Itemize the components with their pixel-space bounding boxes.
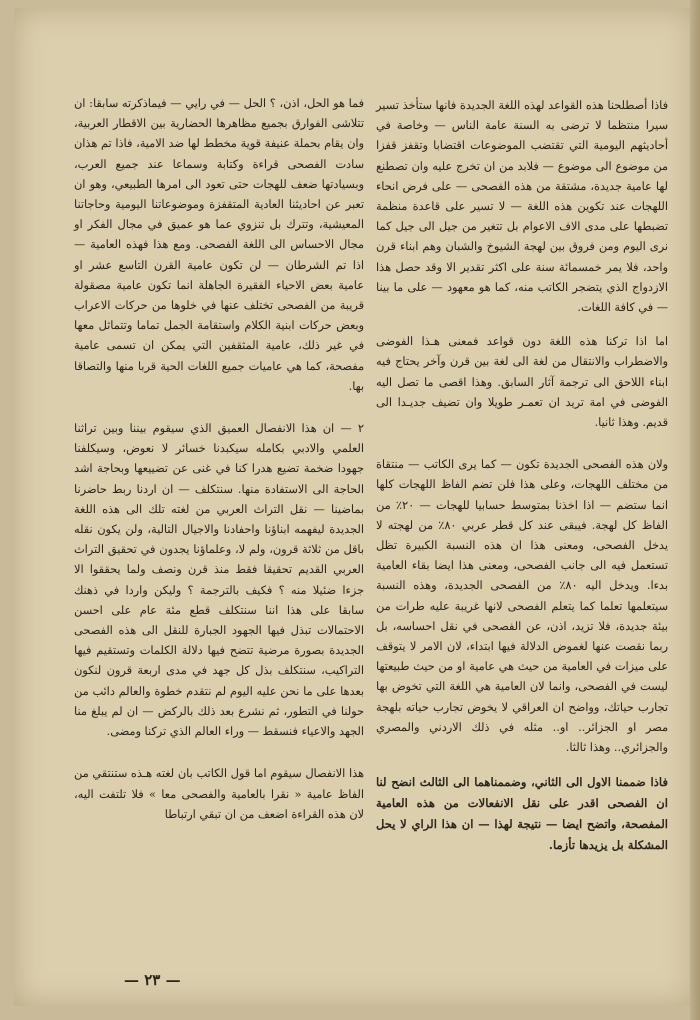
paragraph-rules-for-new-language: فاذا أصطلحنا هذه القواعد لهذه اللغة الجديدة فانها ستأخذ تسير سيرا منتظما لا ترضى به السنة عامة الناس — وخاصة في أحاديثهم اليومية التي تقتضب الموضوعات اقتضابا وتقفز قفزا من موضوع الى موضوع — فلابد من ان تخرج عليه وان تصطنع لها عامية جديدة، مشتقة من هذه الفصحى — على فرض انحاء اللهجات عند تكوين هذه اللغة — لا تسير على قاعدة منظمة تضبطها على مدى الاف الاعوام بل تتغير من جيل الى جيل كما نرى اليوم ومن فروق بين لهجة الشيوخ والشبان وهم ابناء قرن واحد، فلا يمر خمسمائة سنة على اكثر تقدير الا وقد حصل هذا الازدواج الذي يتضجر الكاتب منه، كما هو معهود — على ما بينا — في كافة اللغات.	[376, 99, 668, 315]
left-text-column	[74, 94, 364, 839]
paragraph-conclusion-bold: فاذا ضممنا الاول الى الثاني، وضممناهما الى الثالث انضح لنا ان الفصحى اقدر على نقل الانفعالات من هذه العامية المفصحة، واتضح ايضا — نتيجة لهذا — ان هذا الراي لا يحل المشكلة بل يزيدها تأزما.	[376, 775, 668, 853]
paragraph-reading-both: هذا الانفصال سيقوم اما قول الكاتب بان لغته هـذه ستنتقي من الفاظ عامية « نقرا بالعامية والفصحى معا » فلا تلتفت اليه، لان هذه القراءة اضعف من ان تبقي ارتباطا	[74, 767, 364, 821]
paragraph-the-solution: فما هو الحل، اذن، ؟ الحل — في رايي — فيماذكرته سابقا: ان تتلاشى الفوارق بجميع مظاهرها الحضارية بين الاقطار العربية، وان يقام بحملة عنيفة قوية مخطط لها ضد الامية، فاذا تم هذان سادت الفصحى قراءة وكتابة وسماعا عند جميع العرب، وبسيادتها ضعف للهجات حتى تعود الى امرها الطبيعي، وهو ان تعبر عن احاديثنا العادية المتقفزة وموضوعاتنا اليومية وحاجاتنا المعيشية، وتترك بل تنزوي عما هو عميق في مجال الفكر او مجال الاحساس الى اللغة الفصحى. ومع هذا فهذه العامية — اذا تم الشرطان — لن تكون عامية القرن التاسع عشر او عامية بعض الاحياء الفقيرة الجاهلة انما تكون عامية مصقولة قريبة من الفصحى تختلف عنها في خلوها من حركات الاعراب وبعض حركات ابنية الكلام واستقامة الجمل تماما وتتماثل معها في غير ذلك، عامية المثقفين التي يمكن ان تسمى عامية مفصحة، كما هي عاميات جميع اللغات الحية قربا منها والتصاقا بها.	[74, 97, 364, 393]
paragraph-without-rules: اما اذا تركنا هذه اللغة دون قواعد فمعنى هـذا الفوضى والاضطراب والانتقال من لغة الى لغة بين قرن وآخر يحتاج فيه ابناء اللاحق الى ترجمة آثار السابق. وهذا اقصى ما تصل اليه الفوضى في امة تريد ان تعمـر طويلا وان تضيف جديـدا الى قديم. وهذا ثانيا.	[376, 335, 668, 430]
paragraph-heritage-separation: ٢ — ان هذا الانفصال العميق الذي سيقوم بيننا وبين تراثنا العلمي والادبي بكامله سيكبدنا خسائر لا نعوض، وسيكلفنا جهودا ضخمة تضيع هدرا كنا في غنى عن تضييعها وبحاجة اشد الحاجة الى الاستفادة منها. سنتكلف — ان اردنا ربط حاضرنا بماضينا — نقل التراث العربي من لغته تلك الى هذه اللغة الجديدة ليفهمه ابناؤنا واحفادنا والاجيال التالية، ولن يكون نقله باقل من ثلاثة قرون، ولم لا، وعلماؤنا يجدون في تحقيق التراث العربي القديم تحقيقا فقط منذ قرن ونصف ولما يحققوا الا جزءا ضئيلا منه ؟ فكيف بالترجمة ؟ وليكن واردا في ذهنك سابقا على هذا اننا سنتكلف قطع مئة عام على احسن الاحتمالات تبذل فيها الجهود الجبارة للنقل الى هذه الفصحى الجديدة بصورة مرضية تتضح فيها دلالة الكلمات وتستقيم فيها التراكيب، سنتكلف بذل كل جهد في مدى اربعة قرون لنكون بعدها على ما نحن عليه اليوم لم نتقدم خطوة والعالم دائب من حولنا في التطور، ثم نشرع بعد ذلك بالركض — ان لم يبلغ منا الجهد والاعياء فنسقط — وراء العالم الذي تركنا ومضى.	[74, 422, 364, 739]
paragraph-dialect-percentages: ولان هذه الفصحى الجديدة تكون — كما يرى الكاتب — منتقاة من مختلف اللهجات، وعلى هذا فلن تضم الفاظ اللهجات كلها انما ستضم — اذا اخذنا بمتوسط حسابيا للهجات — ٢٠٪ من الفاظ كل لهجة. فيبقى عند كل قطر عربي ٨٠٪ من لهجته لا يدخل الفصحى، ومعنى هذا ان هذه النسبة الكبيرة تظل تستعمل فيه الى جانب الفصحى، ومعنى هذا ايضا بقاء العامية بدءا. ويدخل اليه ٨٠٪ من الفصحى الجديدة، وهذه النسبة سيتعلمها تعلما كما يتعلم الفصحى لانها غريبة عليه طرات من بيئة جديدة، فلا تزيد، اذن، عن الفصحى في نقل احساسه، بل ربما نقصت عنها لغموض الدلالة فيها ابتداء، لان الامر لا يتوقف على ميزات في العامية من حيث هي عامية او من حيث طبيعتها ليست في الفصحى، وانما لان العامية هي اللغة التي تخوض بها تجارب حياتك، وواضح ان العراقي لا يخوض تجارب حياته بلهجة مصر او الجزائر.. او.. مثله في ذلك الاردني والمصري والجزائري.. وهذا ثالثا.	[376, 458, 668, 755]
page-edge-shadow	[690, 0, 700, 1020]
page-number: — ٢٣ —	[124, 971, 181, 989]
right-text-column	[376, 96, 668, 870]
magazine-page	[14, 8, 694, 1006]
